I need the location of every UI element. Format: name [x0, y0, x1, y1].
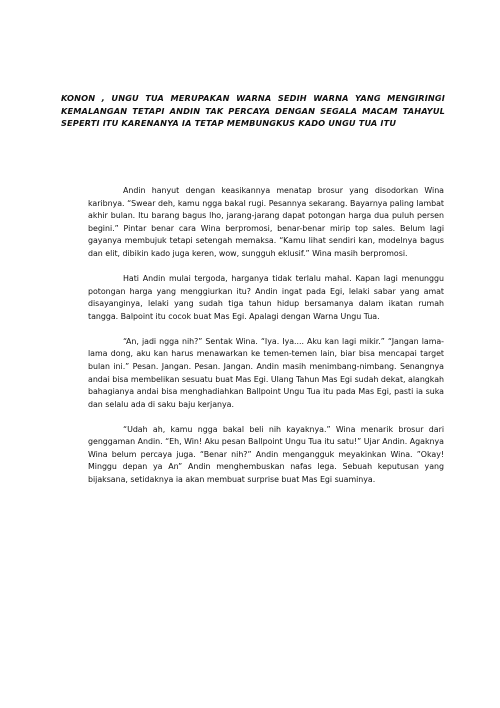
story-paragraph-1: Andin hanyut dengan keasikannya menatap brosur yang disodorkan Wina karibnya. “Swear deh, kamu ngga bakal rugi. Pesannya sekarang. Bayarnya paling lambat akhir bulan. Itu barang bagus lho, jarang-jarang dapat potongan harga dua puluh persen begini.” Pintar benar cara Wina berpromosi, benar-benar mirip top sales. Belum lagi gayanya membujuk tetapi setengah memaksa. “Kamu lihat sendiri kan, modelnya bagus dan elit, dibikin kado juga keren, wow, sungguh eklusif.” Wina masih berpromosi. [88, 186, 444, 258]
story-paragraph-3: “An, jadi ngga nih?” Sentak Wina. “Iya. Iya.... Aku kan lagi mikir.” “Jangan lama-lama dong, aku kan harus menawarkan ke temen-temen lain, biar bisa mencapai target bulan ini.” Pesan. Jangan. Pesan. Jangan. Andin masih menimbang-nimbang. Senangnya andai bisa membelikan sesuatu buat Mas Egi. Ulang Tahun Mas Egi sudah dekat, alangkah bahagianya andai bisa menghadiahkan Ballpoint Ungu Tua itu pada Mas Egi, pasti ia suka dan selalu ada di saku baju kerjanya. [88, 336, 444, 409]
story-introduction: KONON , UNGU TUA MERUPAKAN WARNA SEDIH WARNA YANG MENGIRINGI KEMALANGAN TETAPI ANDIN TAK PERCAYA DENGAN SEGALA MACAM TAHAYUL SEPERTI ITU KARENANYA IA TETAP MEMBUNGKUS KADO UNGU TUA ITU [61, 93, 445, 129]
story-paragraph-2: Hati Andin mulai tergoda, harganya tidak terlalu mahal. Kapan lagi menunggu potongan harga yang menggiurkan itu? Andin ingat pada Egi, lelaki sabar yang amat disayanginya, lelaki yang sudah tiga tahun hidup bersamanya dalam ikatan rumah tangga. Balpoint itu cocok buat Mas Egi. Apalagi dengan Warna Ungu Tua. [88, 273, 444, 321]
story-paragraph-4: “Udah ah, kamu ngga bakal beli nih kayaknya.” Wina menarik brosur dari genggaman Andin. “Eh, Win! Aku pesan Ballpoint Ungu Tua itu satu!” Ujar Andin. Agaknya Wina belum percaya juga. “Benar nih?” Andin mengangguk meyakinkan Wina. ”Okay! Minggu depan ya An” Andin menghembuskan nafas lega. Sebuah keputusan yang bijaksana, setidaknya ia akan membuat surprise buat Mas Egi suaminya. [88, 424, 444, 485]
story-body [88, 185, 444, 499]
